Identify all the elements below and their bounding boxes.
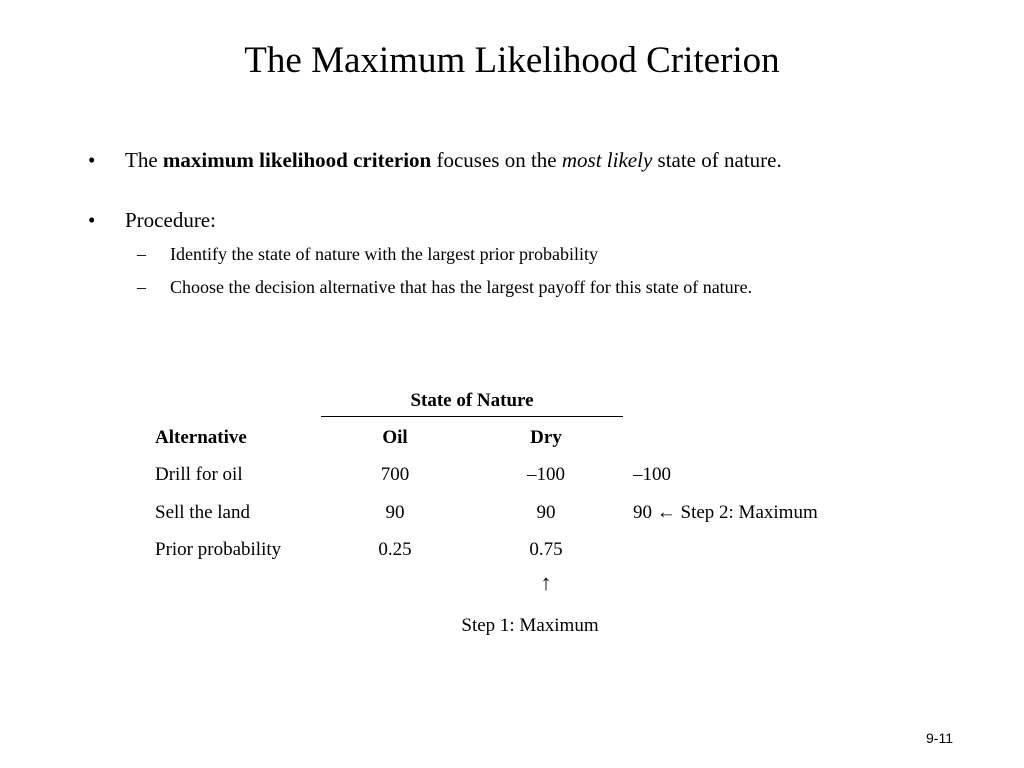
bullet-marker: • — [88, 208, 96, 232]
cell-dry: 0.75 — [529, 539, 563, 560]
sub-marker: – — [137, 277, 146, 297]
cell-dry: –100 — [527, 464, 565, 485]
bullet-text: Procedure: — [125, 208, 216, 232]
bullet-middle: focuses on the — [431, 148, 562, 172]
group-header-state-of-nature: State of Nature — [410, 390, 534, 411]
cell-result: –100 — [633, 464, 671, 485]
bullet-suffix: state of nature. — [652, 148, 782, 172]
cell-result-step-2: 90 ← Step 2: Maximum — [633, 502, 818, 523]
row-label: Prior probability — [155, 539, 282, 560]
bullet-marker: • — [88, 148, 96, 172]
cell-dry: 90 — [536, 502, 556, 523]
col-header-dry: Dry — [530, 427, 562, 448]
bullet-text — [125, 147, 782, 173]
sub-marker: – — [137, 244, 146, 264]
sub-text: Identify the state of nature with the largest prior probability — [170, 244, 599, 264]
bullet-italic-term: most likely — [561, 148, 653, 172]
page-number: 9-11 — [926, 730, 953, 746]
cell-oil: 0.25 — [378, 539, 412, 560]
col-header-alternative: Alternative — [155, 427, 247, 448]
up-arrow-icon: ↑ — [540, 570, 552, 595]
group-header-rule — [321, 416, 623, 417]
sub-text: Choose the decision alternative that has the largest payoff for this state of nature. — [170, 277, 753, 297]
row-label: Sell the land — [155, 502, 250, 523]
row-label: Drill for oil — [155, 464, 243, 485]
bullet-prefix: The — [125, 148, 163, 172]
slide-title: The Maximum Likelihood Criterion — [244, 40, 780, 81]
bullet-bold-term: maximum likelihood criterion — [162, 148, 432, 172]
step-1-label: Step 1: Maximum — [461, 615, 599, 636]
cell-oil: 700 — [380, 464, 410, 485]
col-header-oil: Oil — [382, 427, 408, 448]
cell-oil: 90 — [385, 502, 405, 523]
